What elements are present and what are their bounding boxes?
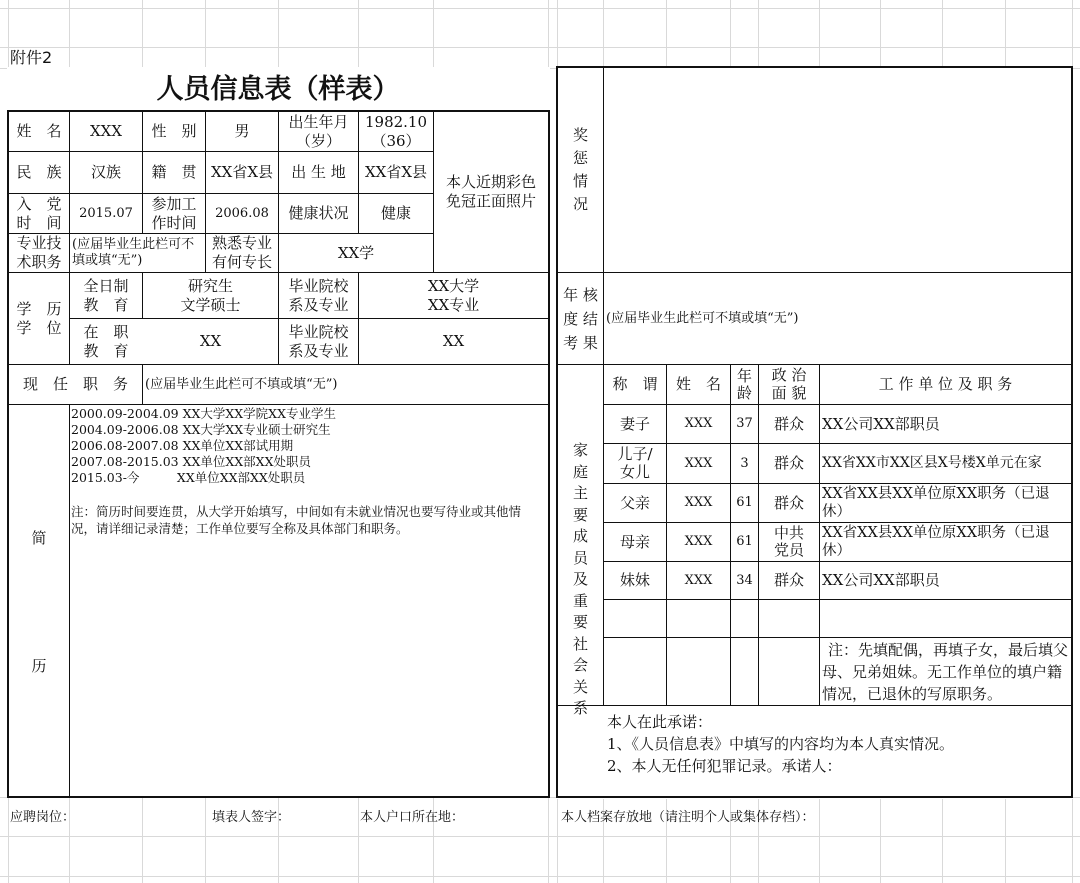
resume-entry: 2007.08-2015.03 XX单位XX部XX处职员 xyxy=(71,454,311,469)
name-value: XXX xyxy=(89,122,123,141)
work-start-label: 参加工 作时间 xyxy=(151,194,197,232)
ethnic-label: 民 族 xyxy=(16,163,62,182)
family-work: XX公司XX部职员 xyxy=(822,571,940,590)
native-label: 籍 贯 xyxy=(151,163,197,182)
family-name: XXX xyxy=(684,416,713,432)
family-age: 3 xyxy=(740,455,749,471)
tech-title-value: (应届毕业生此栏可不 填或填“无”) xyxy=(72,237,195,268)
position-value: (应届毕业生此栏可不填或填“无”) xyxy=(145,376,338,392)
family-name: XXX xyxy=(684,495,713,511)
family-politics: 群众 xyxy=(773,493,804,512)
resume-entry: 2004.09-2006.08 XX大学XX专业硕士研究生 xyxy=(71,422,331,437)
resume-entry: 2006.08-2007.08 XX单位XX部试用期 xyxy=(71,438,294,453)
birthplace-label: 出 生 地 xyxy=(291,163,346,182)
health-label: 健康状况 xyxy=(288,204,349,223)
family-header-politics: 政 治 面 貌 xyxy=(771,366,807,402)
fulltime-school-label: 毕业院校 系及专业 xyxy=(288,276,349,314)
family-politics: 群众 xyxy=(773,571,804,590)
rewards-label: 奖 惩 情 况 xyxy=(572,126,588,213)
resume-entry: 2000.09-2004.09 XX大学XX学院XX专业学生 xyxy=(71,406,336,421)
family-relation: 儿子/ 女儿 xyxy=(617,445,653,481)
fulltime-label: 全日制 教 育 xyxy=(83,276,129,314)
resume-note: 注：简历时间要连贯，从大学开始填写，中间如有未就业情况也要写待业或其他情况，请详细记录清楚；工作单位要写全称及具体部门和职务。 xyxy=(71,504,522,536)
family-name: XXX xyxy=(684,534,713,550)
assessment-label: 年 核 度 结 考 果 xyxy=(563,285,598,352)
family-age: 61 xyxy=(736,495,753,511)
family-politics: 群众 xyxy=(773,414,804,433)
party-value: 2015.07 xyxy=(79,205,133,221)
expertise-value: XX学 xyxy=(337,243,375,262)
pledge-item-2: 2、本人无任何犯罪记录。承诺人： xyxy=(607,757,842,775)
family-name: XXX xyxy=(684,455,713,471)
expertise-label: 熟悉专业 有何专长 xyxy=(211,234,272,271)
family-relation: 妹妹 xyxy=(619,571,650,590)
family-work: XX省XX县XX单位原XX职务（已退 休） xyxy=(822,525,1050,559)
inservice-school-label: 毕业院校 系及专业 xyxy=(288,322,349,360)
family-note: 注：先填配偶，再填子女，最后填父母、兄弟姐妹。无工作单位的填户籍情况，已退休的写原职务。 xyxy=(822,641,1069,703)
family-header-name: 姓 名 xyxy=(675,375,721,394)
family-age: 34 xyxy=(736,572,753,588)
family-work: XX公司XX部职员 xyxy=(822,414,940,433)
family-work: XX省XX市XX区县X号楼X单元在家 xyxy=(822,454,1042,471)
pledge-section xyxy=(607,711,1067,795)
footer-archive: 本人档案存放地（请注明个人或集体存档）： xyxy=(561,810,815,826)
inservice-degree: XX xyxy=(199,332,222,351)
family-relation: 妻子 xyxy=(619,414,650,433)
family-label: 家 庭 主 要 成 员 及 重 要 社 会 关 系 xyxy=(572,441,588,718)
footer-position: 应聘岗位： xyxy=(10,810,76,826)
position-label: 现 任 职 务 xyxy=(22,375,128,394)
resume-label-bottom: 历 xyxy=(31,656,47,675)
ethnic-value: 汉族 xyxy=(90,163,121,182)
inservice-school-value: XX xyxy=(442,332,465,351)
photo-placeholder: 本人近期彩色 免冠正面照片 xyxy=(445,173,536,210)
native-value: XX省X县 xyxy=(210,163,274,182)
family-relation: 母亲 xyxy=(619,532,650,551)
family-header-age: 年 龄 xyxy=(736,367,752,402)
education-label: 学 历 学 位 xyxy=(16,299,62,337)
family-politics: 中共 党员 xyxy=(773,523,804,559)
inservice-label: 在 职 教 育 xyxy=(83,322,129,360)
family-politics: 群众 xyxy=(773,454,804,473)
resume-entry: 2015.03-今 XX单位XX部XX处职员 xyxy=(71,470,306,485)
page-title: 人员信息表（样表） xyxy=(156,74,400,106)
gender-value: 男 xyxy=(234,122,250,141)
pledge-item-1: 1、《人员信息表》中填写的内容均为本人真实情况。 xyxy=(607,735,955,753)
rewards-value xyxy=(604,68,1071,272)
work-start-value: 2006.08 xyxy=(215,205,269,221)
party-label: 入 党 时 间 xyxy=(16,194,62,232)
assessment-value: (应届毕业生此栏可不填或填“无”) xyxy=(606,310,799,326)
family-header-relation: 称 谓 xyxy=(612,375,658,394)
fulltime-degree: 研究生 文学硕士 xyxy=(180,276,241,314)
pledge-title: 本人在此承诺： xyxy=(607,713,713,731)
tech-title-label: 专业技 术职务 xyxy=(16,234,62,271)
name-label: 姓 名 xyxy=(16,122,62,141)
birth-value: 1982.10 （36） xyxy=(364,112,428,150)
fulltime-school-value: XX大学 XX专业 xyxy=(427,276,480,314)
birth-label: 出生年月 （岁） xyxy=(288,112,349,150)
family-header-work: 工 作 单 位 及 职 务 xyxy=(878,375,1013,394)
family-age: 37 xyxy=(736,416,753,432)
family-age: 61 xyxy=(736,534,753,550)
family-name: XXX xyxy=(684,572,713,588)
footer-signature: 填表人签字： xyxy=(212,810,291,826)
footer-hukou: 本人户口所在地： xyxy=(360,810,465,826)
family-relation: 父亲 xyxy=(619,493,650,512)
attachment-label: 附件2 xyxy=(10,48,53,67)
birthplace-value: XX省X县 xyxy=(364,163,428,182)
family-work: XX省XX县XX单位原XX职务（已退 休） xyxy=(822,486,1050,520)
resume-label-top: 简 xyxy=(31,528,47,547)
health-value: 健康 xyxy=(380,204,411,223)
gender-label: 性 别 xyxy=(151,122,197,141)
